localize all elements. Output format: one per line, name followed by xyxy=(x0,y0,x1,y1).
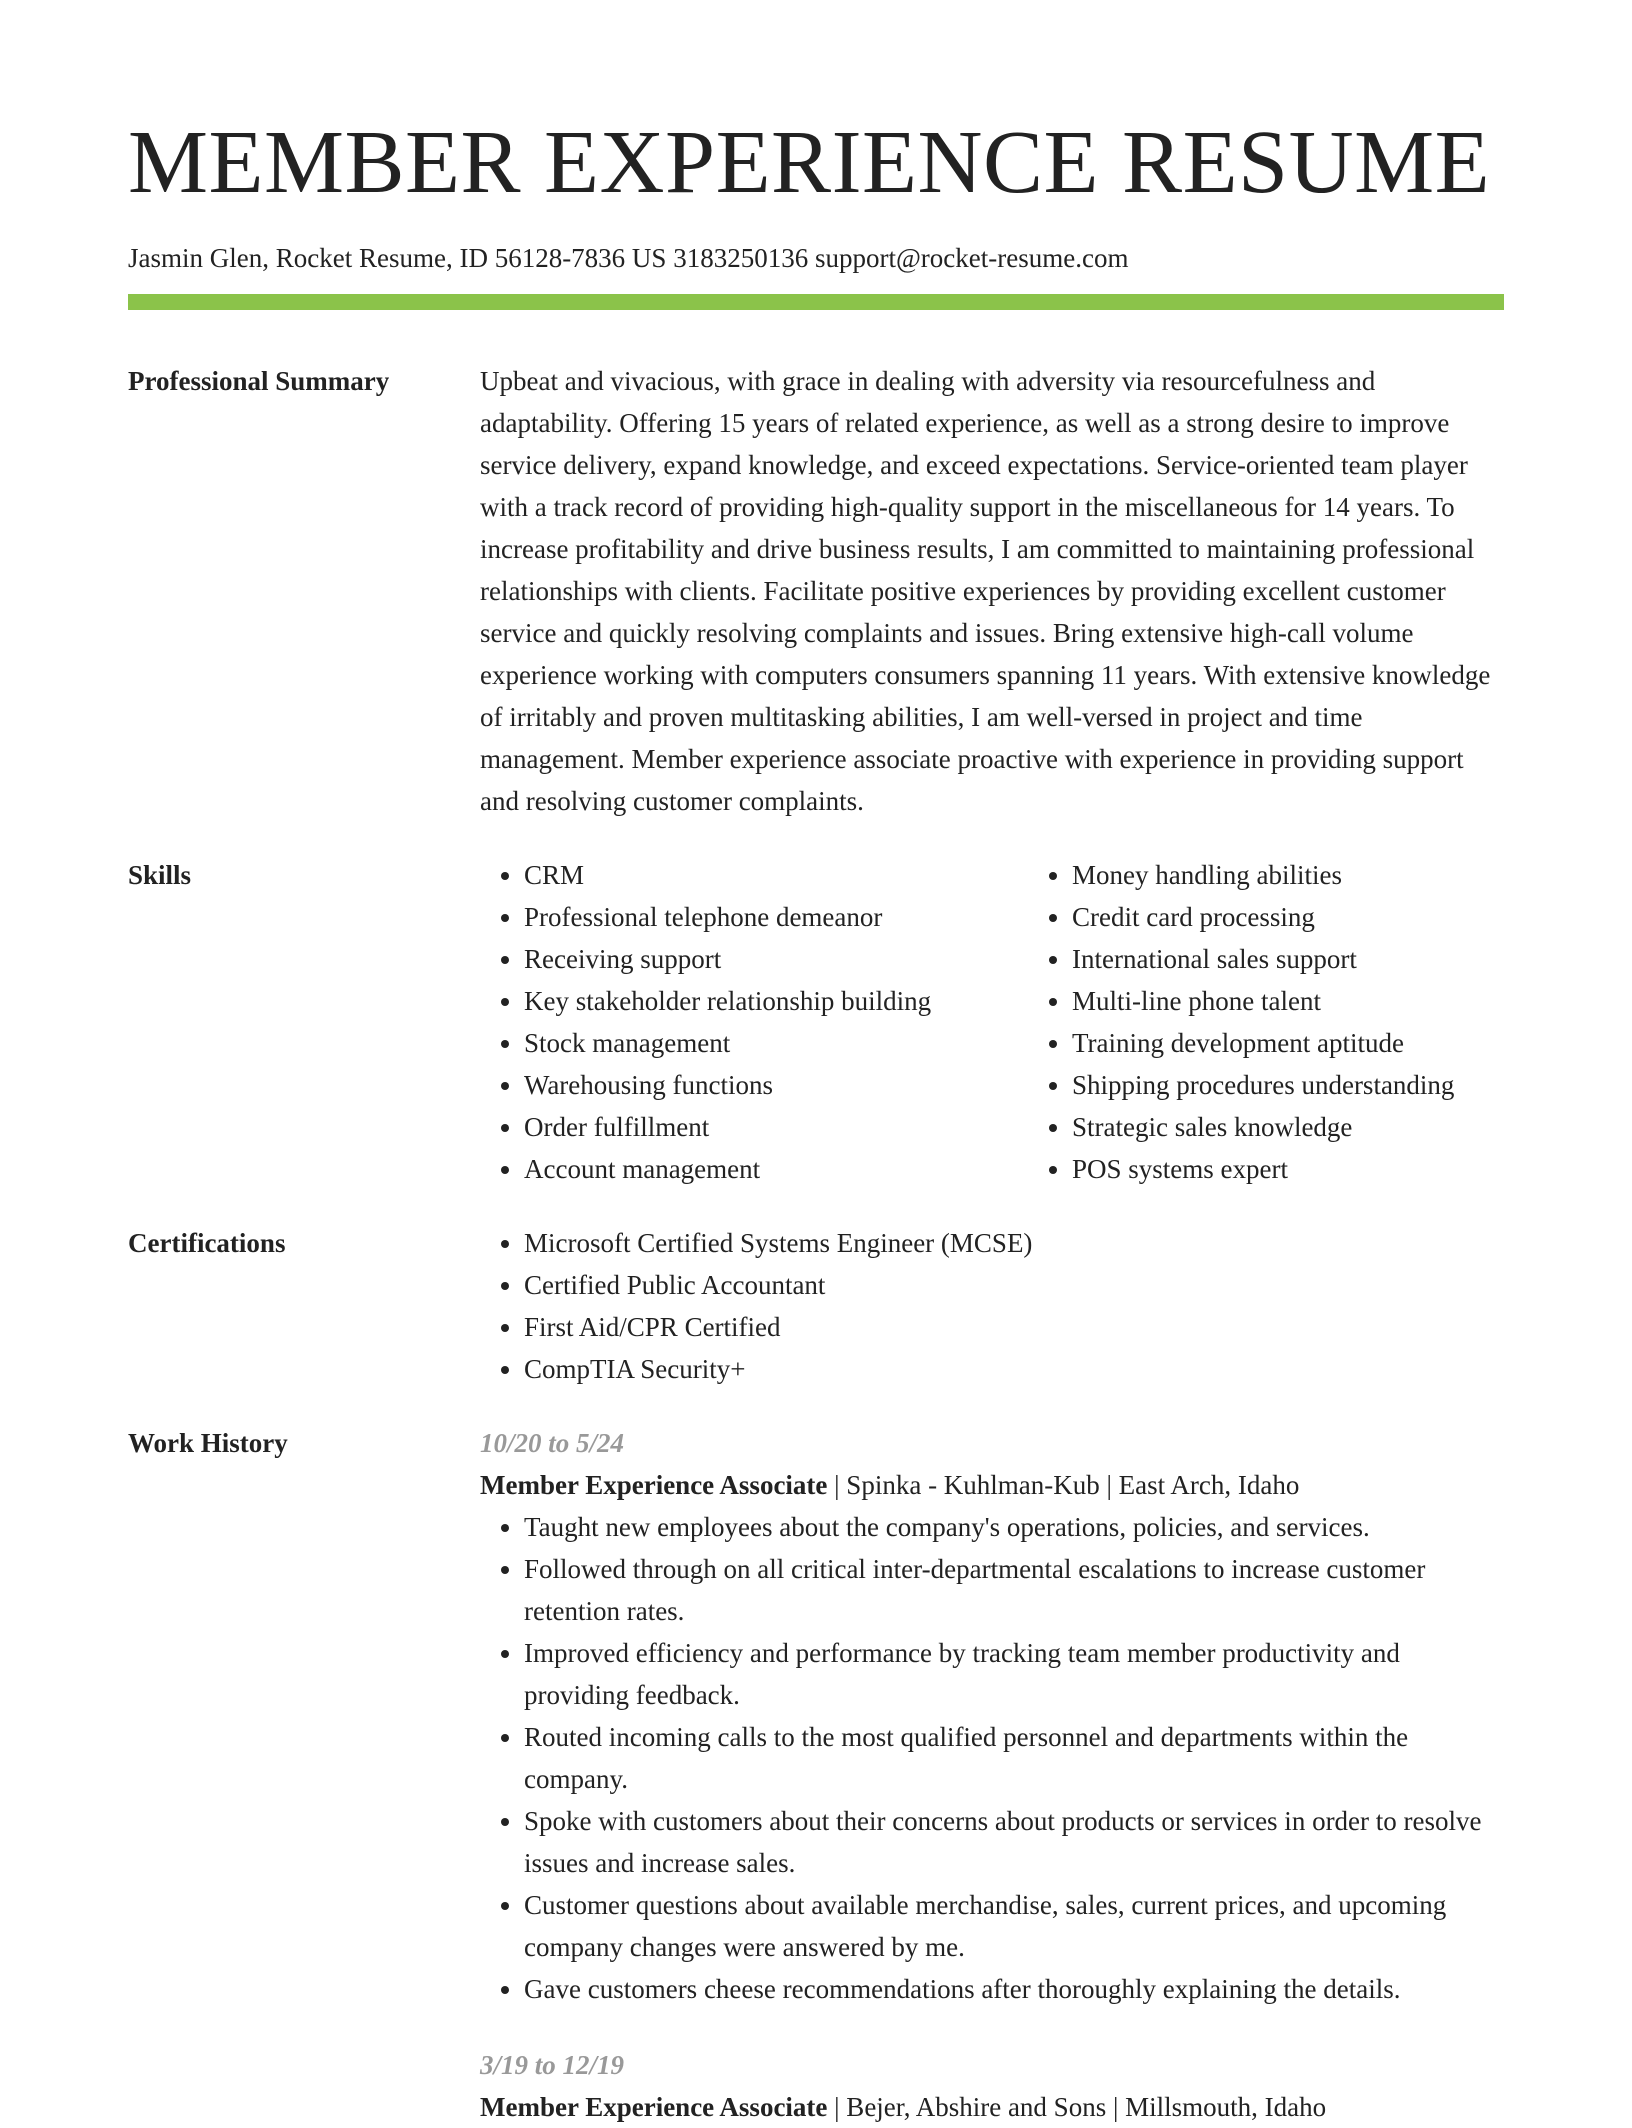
certification-item: • First Aid/CPR Certified xyxy=(524,1306,1504,1348)
section-label-work-history: Work History xyxy=(128,1428,288,1459)
job-duty: • Followed through on all critical inter-departmental escalations to increase customer retention rates. xyxy=(524,1548,1504,1632)
job-duty: • Taught new employees about the company's operations, policies, and services. xyxy=(524,1506,1504,1548)
job-duty: • Routed incoming calls to the most qualified personnel and departments within the company. xyxy=(524,1716,1504,1800)
section-label-certifications: Certifications xyxy=(128,1228,286,1259)
job-dates: 10/20 to 5/24 xyxy=(480,1428,625,1459)
job-heading xyxy=(480,1464,1504,1506)
job-company-location: | Bejer, Abshire and Sons | Millsmouth, Idaho xyxy=(827,2092,1327,2123)
job-entry xyxy=(480,1422,1504,2010)
skill-item: • Training development aptitude xyxy=(1072,1022,1454,1064)
contact-line: Jasmin Glen, Rocket Resume, ID 56128-7836 US 3183250136 support@rocket-resume.com xyxy=(128,243,1129,273)
job-duty: • Spoke with customers about their concerns about products or services in order to resolve issues and increase sales. xyxy=(524,1800,1504,1884)
skill-item: • Key stakeholder relationship building xyxy=(524,980,1028,1022)
job-heading xyxy=(480,2086,1504,2128)
job-duty: • Improved efficiency and performance by tracking team member productivity and providing feedback. xyxy=(524,1632,1504,1716)
skill-item: • POS systems expert xyxy=(1072,1148,1454,1190)
section-label-summary: Professional Summary xyxy=(128,366,390,397)
skill-item: • CRM xyxy=(524,854,1028,896)
skill-item: • International sales support xyxy=(1072,938,1454,980)
skill-item: • Stock management xyxy=(524,1022,1028,1064)
skill-item: • Professional telephone demeanor xyxy=(524,896,1028,938)
work-history-body xyxy=(480,1422,1504,2128)
skill-item: • Receiving support xyxy=(524,938,1028,980)
skill-item: • Account management xyxy=(524,1148,1028,1190)
skills-list-right xyxy=(1028,854,1454,1190)
job-dates: 3/19 to 12/19 xyxy=(480,2050,625,2081)
skill-item: • Order fulfillment xyxy=(524,1106,1028,1148)
certifications-section xyxy=(128,1222,1504,1390)
job-entry xyxy=(480,2044,1504,2128)
skills-list-left xyxy=(480,854,1028,1190)
certification-item: • CompTIA Security+ xyxy=(524,1348,1504,1390)
certification-item: • Microsoft Certified Systems Engineer (MCSE) xyxy=(524,1222,1504,1264)
summary-text: Upbeat and vivacious, with grace in dealing with adversity via resourcefulness and adaptability. Offering 15 years of related experience, as well as a strong desire to improve service delivery, expand knowledge, and exceed expectations. Service-oriented team player with a track record of providing high-quality support in the miscellaneous for 14 years. To increase profitability and drive business results, I am committed to maintaining professional relationships with clients. Facilitate positive experiences by providing excellent customer service and quickly resolving complaints and issues. Bring extensive high-call volume experience working with computers consumers spanning 11 years. With extensive knowledge of irritably and proven multitasking abilities, I am well-versed in project and time management. Member experience associate proactive with experience in providing support and resolving customer complaints. xyxy=(480,366,1491,817)
section-label-skills: Skills xyxy=(128,860,192,891)
resume-title: MEMBER EXPERIENCE RESUME xyxy=(128,113,1491,212)
job-title: Member Experience Associate xyxy=(480,1470,828,1501)
certifications-list xyxy=(480,1222,1504,1390)
job-duty: • Gave customers cheese recommendations after thoroughly explaining the details. xyxy=(524,1968,1504,2010)
work-history-section xyxy=(128,1422,1504,2128)
skill-item: • Credit card processing xyxy=(1072,896,1454,938)
skill-item: • Shipping procedures understanding xyxy=(1072,1064,1454,1106)
skills-columns xyxy=(480,854,1504,1190)
skills-section xyxy=(128,854,1504,1190)
skill-item: • Multi-line phone talent xyxy=(1072,980,1454,1022)
job-title: Member Experience Associate xyxy=(480,2092,828,2123)
skill-item: • Money handling abilities xyxy=(1072,854,1454,896)
skill-item: • Strategic sales knowledge xyxy=(1072,1106,1454,1148)
job-company-location: | Spinka - Kuhlman-Kub | East Arch, Idaho xyxy=(827,1470,1300,1501)
summary-section xyxy=(128,360,1504,822)
certifications-body xyxy=(480,1222,1504,1390)
accent-divider xyxy=(128,294,1504,310)
job-duties-list xyxy=(480,1506,1504,2010)
certification-item: • Certified Public Accountant xyxy=(524,1264,1504,1306)
job-duty: • Customer questions about available merchandise, sales, current prices, and upcoming company changes were answered by me. xyxy=(524,1884,1504,1968)
skill-item: • Warehousing functions xyxy=(524,1064,1028,1106)
